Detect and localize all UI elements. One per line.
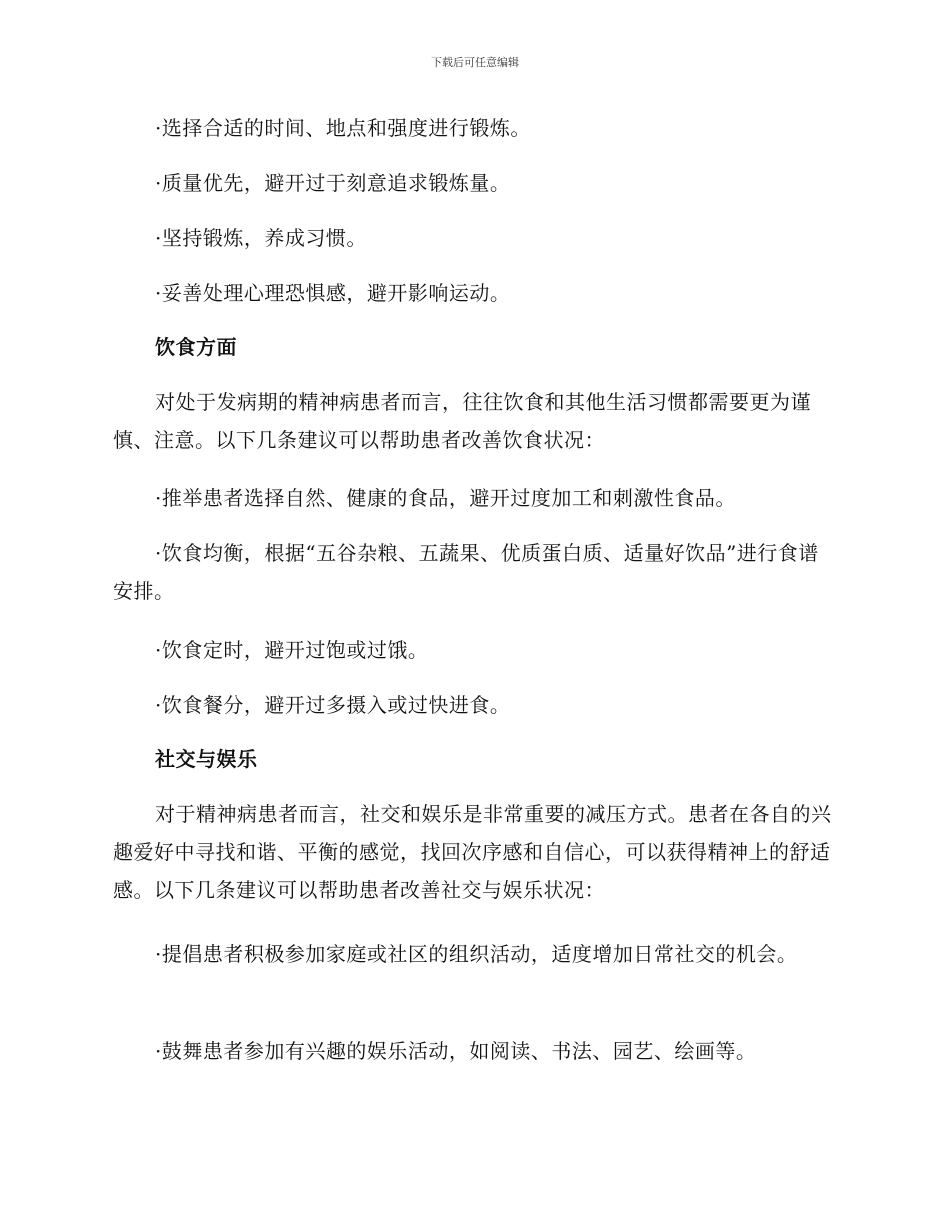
social-bullet-1: ·提倡患者积极参加家庭或社区的组织活动，适度增加日常社交的机会。 <box>155 942 798 966</box>
diet-bullet-2: ·饮食均衡，根据“五谷杂粮、五蔬果、优质蛋白质、适量好饮品”进行食谱安排。 <box>113 541 819 603</box>
exercise-bullet-1: ·选择合适的时间、地点和强度进行锻炼。 <box>155 116 531 140</box>
diet-bullet-1: ·推举患者选择自然、健康的食品，避开过度加工和刺激性食品。 <box>155 486 736 510</box>
social-heading: 社交与娱乐 <box>155 747 258 771</box>
social-intro-paragraph: 对于精神病患者而言，社交和娱乐是非常重要的减压方式。患者在各自的兴趣爱好中寻找和谐、平衡的感觉，找回次序感和自信心，可以获得精神上的舒适感。以下几条建议可以帮助患者改善社交与娱乐状况： <box>113 802 832 902</box>
diet-bullet-4: ·饮食餐分，避开过多摄入或过快进食。 <box>155 693 511 717</box>
exercise-bullet-2: ·质量优先，避开过于刻意追求锻炼量。 <box>155 171 511 195</box>
exercise-bullet-3: ·坚持锻炼，养成习惯。 <box>155 226 367 250</box>
exercise-bullet-4: ·妥善处理心理恐惧感，避开影响运动。 <box>155 281 511 305</box>
diet-bullet-3: ·饮食定时，避开过饱或过饿。 <box>155 638 429 662</box>
diet-heading: 饮食方面 <box>155 335 237 359</box>
page-header: 下载后可任意编辑 <box>431 56 519 69</box>
social-bullet-2: ·鼓舞患者参加有兴趣的娱乐活动，如阅读、书法、园艺、绘画等。 <box>155 1039 757 1063</box>
diet-intro-paragraph: 对处于发病期的精神病患者而言，往往饮食和其他生活习惯都需要更为谨慎、注意。以下几条建议可以帮助患者改善饮食状况： <box>113 390 811 452</box>
